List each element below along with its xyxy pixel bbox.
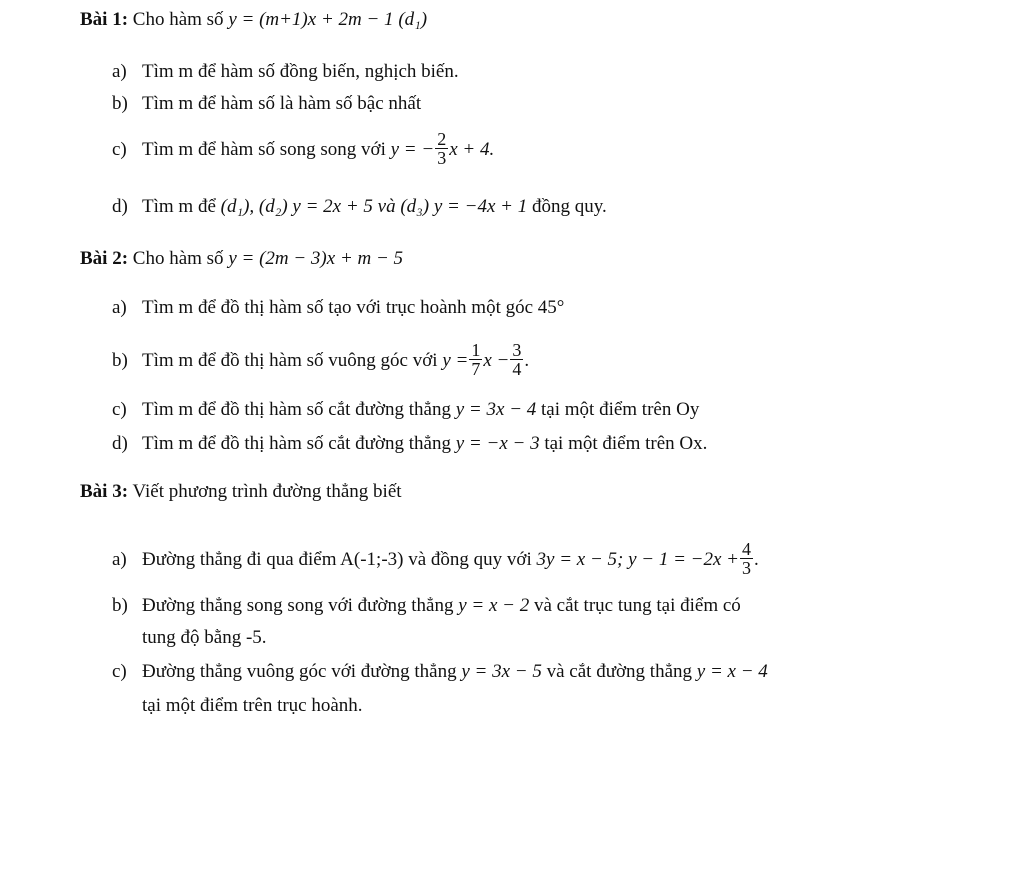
expr: y = −x − 3 bbox=[455, 433, 540, 454]
item-label: b) bbox=[112, 93, 128, 114]
expr: y = 3x − 5 bbox=[461, 661, 542, 682]
fraction-numerator: 1 bbox=[471, 340, 481, 360]
bai1-item-b bbox=[112, 94, 421, 113]
item-text: Tìm m để bbox=[142, 196, 216, 217]
item-label: a) bbox=[112, 297, 127, 318]
item-end: và cắt trục tung tại điểm có bbox=[533, 595, 741, 616]
fraction-numerator: 4 bbox=[742, 539, 752, 559]
bai2-function: y = (2m − 3)x + m − 5 bbox=[228, 248, 404, 269]
bai2-heading bbox=[80, 249, 403, 268]
item-text: Tìm m để đồ thị hàm số vuông góc với bbox=[142, 349, 438, 371]
bai2-item-d bbox=[112, 434, 707, 453]
fraction bbox=[435, 130, 448, 167]
expr: y = x − 2 bbox=[458, 595, 530, 616]
item-text: Tìm m để hàm số là hàm số bậc nhất bbox=[142, 93, 422, 114]
item-label: d) bbox=[112, 433, 128, 454]
bai1-line-name: (d₁) bbox=[398, 9, 428, 30]
bai3-title: Bài 3: bbox=[80, 481, 129, 502]
fraction bbox=[510, 341, 523, 378]
expr: y = x − 4 bbox=[696, 661, 768, 682]
bai3-item-b-continuation bbox=[142, 628, 267, 647]
item-end: tại một điểm trên Oy bbox=[541, 399, 700, 420]
bai2-item-b bbox=[112, 340, 530, 380]
item-label: b) bbox=[112, 595, 128, 616]
bai1-item-d bbox=[112, 197, 607, 216]
item-cont: tại một điểm trên trục hoành. bbox=[142, 695, 363, 716]
item-end: đồng quy. bbox=[531, 196, 607, 217]
item-mid: và cắt đường thẳng bbox=[546, 661, 693, 682]
item-cont: tung độ bằng -5. bbox=[142, 627, 267, 648]
bai1-title: Bài 1: bbox=[80, 9, 129, 30]
item-text: Tìm m để hàm số đồng biến, nghịch biến. bbox=[142, 61, 459, 82]
bai3-heading bbox=[80, 482, 402, 501]
fraction bbox=[740, 540, 753, 577]
bai2-item-a bbox=[112, 298, 564, 317]
item-text: Đường thẳng đi qua điểm A(-1;-3) và đồng quy với bbox=[142, 548, 532, 570]
bai2-intro: Cho hàm số bbox=[132, 248, 224, 269]
bai1-item-c bbox=[112, 129, 495, 169]
expr: y = 3x − 4 bbox=[455, 399, 537, 420]
item-text: Tìm m để hàm số song song với bbox=[142, 138, 386, 160]
item-text: Đường thẳng vuông góc với đường thẳng bbox=[142, 661, 457, 682]
expr: 3y = x − 5; y − 1 = −2x + bbox=[536, 548, 740, 570]
fraction-denominator: 4 bbox=[512, 359, 522, 379]
item-text: Tìm m để đồ thị hàm số cắt đường thẳng bbox=[142, 433, 451, 454]
bai3-item-c-continuation bbox=[142, 696, 363, 715]
expr: y = bbox=[442, 349, 469, 371]
item-label: c) bbox=[112, 138, 127, 160]
bai3-item-b bbox=[112, 596, 741, 615]
item-label: a) bbox=[112, 548, 127, 570]
bai1-function: y = (m+1)x + 2m − 1 bbox=[228, 9, 394, 30]
fraction-denominator: 7 bbox=[471, 359, 481, 379]
bai2-title: Bài 2: bbox=[80, 248, 129, 269]
item-text: Tìm m để đồ thị hàm số tạo với trục hoành một góc bbox=[142, 297, 534, 318]
fraction-numerator: 3 bbox=[512, 340, 522, 360]
bai3-item-c bbox=[112, 662, 768, 681]
item-end: tại một điểm trên Ox. bbox=[544, 433, 708, 454]
fraction-denominator: 3 bbox=[742, 558, 752, 578]
bai3-intro: Viết phương trình đường thẳng biết bbox=[132, 481, 402, 502]
item-label: c) bbox=[112, 399, 127, 420]
item-text: Tìm m để đồ thị hàm số cắt đường thẳng bbox=[142, 399, 451, 420]
item-label: a) bbox=[112, 61, 127, 82]
item-end: . bbox=[524, 349, 530, 371]
fraction-numerator: 2 bbox=[437, 129, 447, 149]
bai3-item-a bbox=[112, 539, 759, 579]
fraction bbox=[469, 341, 482, 378]
fraction-denominator: 3 bbox=[437, 148, 447, 168]
expr: x + 4. bbox=[449, 138, 495, 160]
item-end: . bbox=[754, 548, 759, 570]
item-label: c) bbox=[112, 661, 127, 682]
bai2-item-c bbox=[112, 400, 699, 419]
item-label: d) bbox=[112, 196, 128, 217]
expr: (d₁), (d₂) y = 2x + 5 và (d₃) y = −4x + 1 bbox=[220, 196, 528, 217]
expr: 45° bbox=[537, 297, 565, 318]
expr: x − bbox=[483, 349, 510, 371]
bai1-item-a bbox=[112, 62, 459, 81]
item-text: Đường thẳng song song với đường thẳng bbox=[142, 595, 454, 616]
bai1-intro: Cho hàm số bbox=[132, 9, 224, 30]
bai1-heading bbox=[80, 10, 427, 29]
item-label: b) bbox=[112, 349, 128, 371]
expr: y = − bbox=[390, 138, 435, 160]
